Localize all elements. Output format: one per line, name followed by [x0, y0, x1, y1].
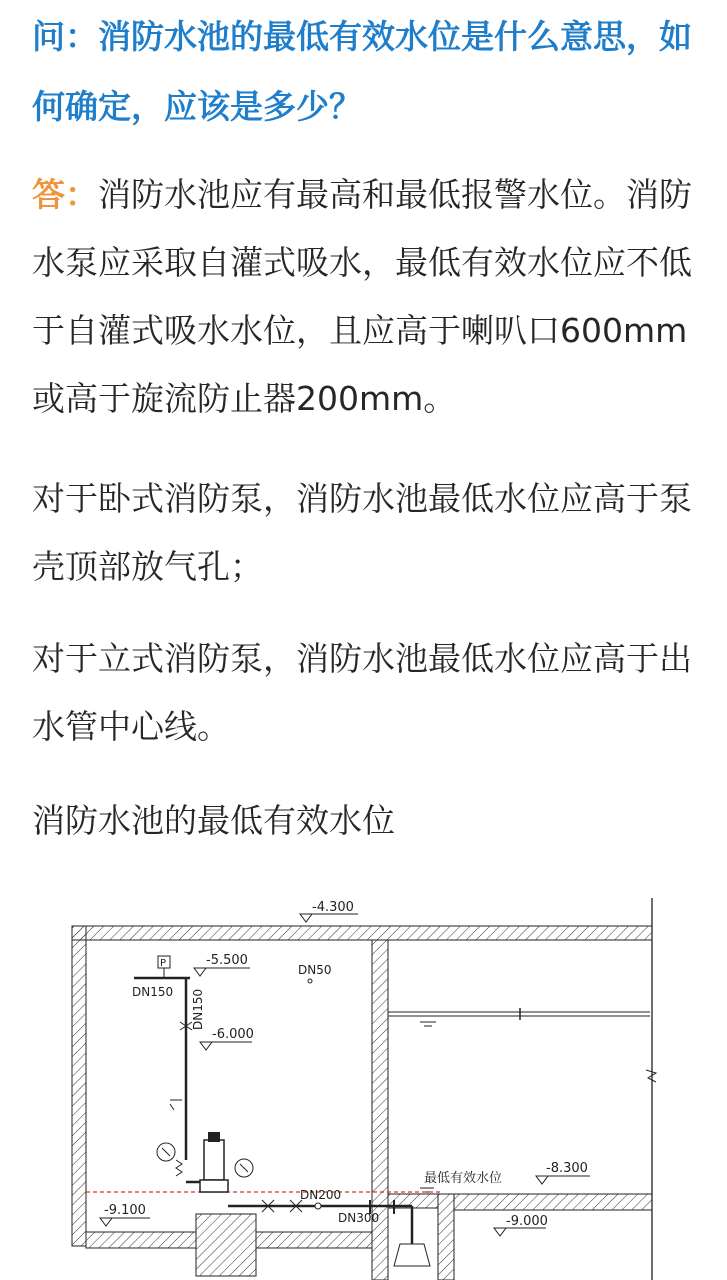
- pipe-dn50-label: DN50: [298, 963, 332, 977]
- elevation-min-label: -8.300: [546, 1161, 588, 1176]
- water-surface: [388, 1008, 650, 1026]
- elevation-floor-left: [100, 1203, 150, 1226]
- figure-caption: 消防水池的最低有效水位: [32, 801, 395, 840]
- question-label: 问：: [32, 17, 98, 56]
- question-text: 消防水池的最低有效水位是什么意思，如何确定，应该是多少？: [32, 17, 692, 126]
- elevation-p-label: -5.500: [206, 953, 248, 968]
- answer-label: 答：: [32, 175, 98, 214]
- min-level-label: 最低有效水位: [424, 1171, 503, 1186]
- elevation-floor-left-label: -9.100: [104, 1203, 146, 1218]
- question-title: [32, 2, 702, 142]
- gauge-p-label: P: [160, 958, 167, 969]
- elevation-p: [194, 953, 250, 976]
- pipe-dn150-v-label: DN150: [191, 988, 205, 1030]
- elevation-min: [536, 1161, 590, 1184]
- elevation-top: [300, 900, 358, 922]
- fire-pool-diagram: [0, 880, 727, 1280]
- answer-paragraph-1: [32, 161, 712, 433]
- elevation-valve: [200, 1027, 254, 1050]
- answer-paragraph-3: 对于立式消防泵，消防水池最低水位应高于出水管中心线。: [32, 639, 692, 746]
- pipe-dn300-label: DN300: [338, 1211, 380, 1225]
- pipe-dn200-label: DN200: [300, 1188, 342, 1202]
- answer-text-1: 消防水池应有最高和最低报警水位。消防水泵应采取自灌式吸水，最低有效水位应不低于自灌式吸水水位，且应高于喇叭口600mm或高于旋流防止器200mm。: [32, 175, 692, 418]
- answer-paragraph-2: 对于卧式消防泵，消防水池最低水位应高于泵壳顶部放气孔；: [32, 479, 692, 586]
- pipe-dn150-h-label: DN150: [132, 985, 174, 999]
- elevation-valve-label: -6.000: [212, 1027, 254, 1042]
- dn50-marker: [308, 979, 312, 983]
- elevation-floor-right-label: -9.000: [506, 1214, 548, 1229]
- elevation-top-label: -4.300: [312, 900, 354, 915]
- elevation-floor-right: [494, 1214, 548, 1236]
